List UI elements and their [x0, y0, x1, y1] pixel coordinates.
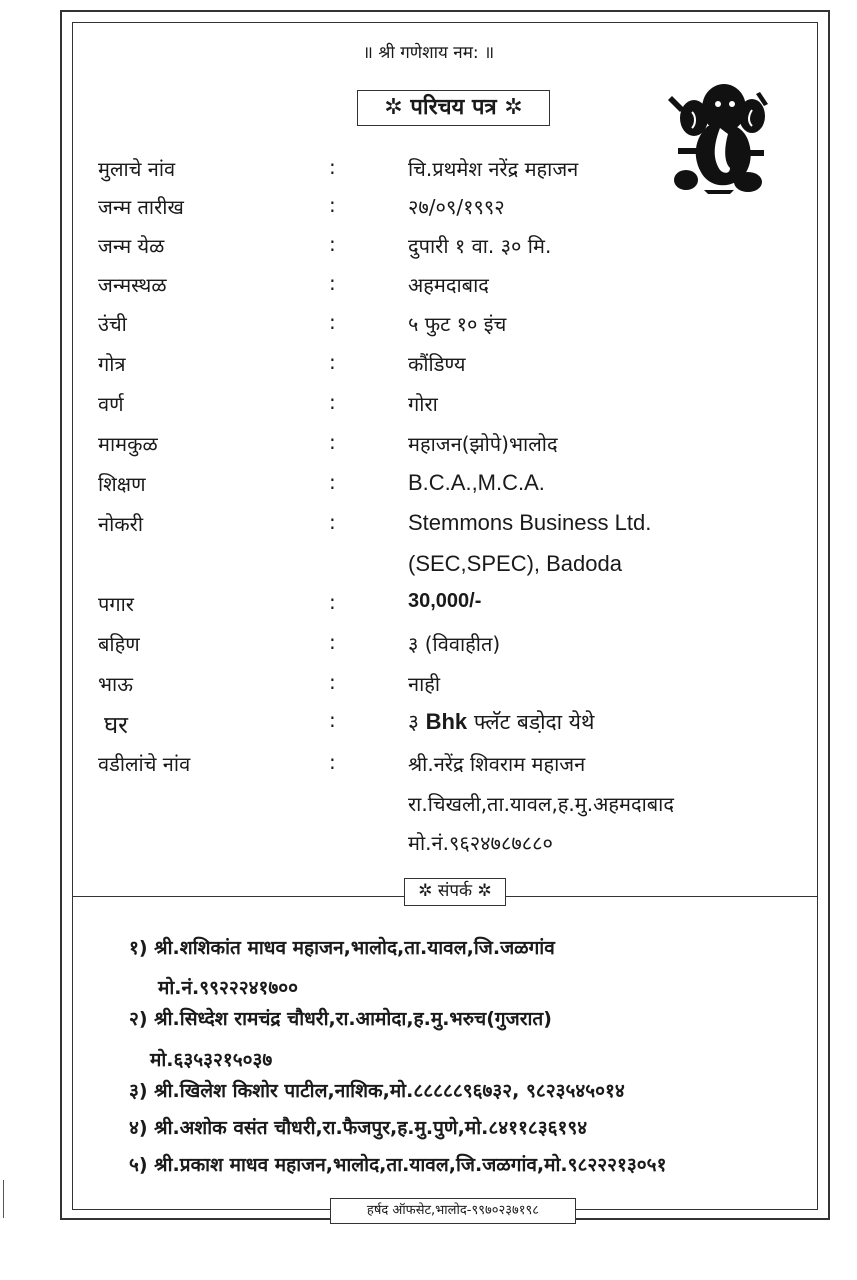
row-label: बहिण: [98, 632, 140, 656]
house-bhk: Bhk: [425, 709, 468, 734]
father-address-line: रा.चिखली,ता.यावल,ह.मु.अहमदाबाद: [408, 792, 674, 816]
detail-row-birth-date: [0, 193, 857, 233]
row-colon: :: [329, 430, 336, 454]
row-colon: :: [329, 590, 336, 614]
detail-row-complexion: [0, 390, 857, 430]
row-label: पगार: [98, 592, 134, 616]
detail-row-salary: [0, 590, 857, 630]
row-label: शिक्षण: [98, 472, 146, 496]
row-colon: :: [329, 670, 336, 694]
contact-3-line1: ३) श्री.खिलेश किशोर पाटील,नाशिक,मो.८८८८८९६७३२, ९८२३५४५०१४: [129, 1080, 625, 1102]
row-value: B.C.A.,M.C.A.: [408, 470, 545, 495]
row-colon: :: [329, 750, 336, 774]
contact-1-line1: १) श्री.शशिकांत माधव महाजन,भालोद,ता.यावल,जि.जळगांव: [129, 937, 555, 959]
detail-row-job: [0, 510, 857, 550]
edge-mark: [3, 1180, 4, 1218]
contact-2-line2: मो.६३५३२१५०३७: [150, 1049, 273, 1071]
document-title: ✲ परिचय पत्र ✲: [357, 90, 550, 126]
job-value-line2: (SEC,SPEC), Badoda: [408, 551, 622, 576]
row-colon: :: [329, 390, 336, 414]
row-label: वर्ण: [98, 392, 124, 416]
detail-row-name: [0, 155, 857, 195]
detail-row-father-name: [0, 750, 857, 790]
detail-row-birth-time: [0, 232, 857, 272]
row-label: मामकुळ: [98, 432, 158, 456]
row-colon: :: [329, 510, 336, 534]
detail-row-sister: [0, 630, 857, 670]
row-colon: :: [329, 232, 336, 256]
row-value: चि.प्रथमेश नरेंद्र महाजन: [408, 157, 579, 181]
detail-row-maternal-family: [0, 430, 857, 470]
row-colon: :: [329, 350, 336, 374]
row-value: श्री.नरेंद्र शिवराम महाजन: [408, 752, 586, 776]
detail-row-gotra: [0, 350, 857, 390]
detail-row-brother: [0, 670, 857, 710]
contact-5-line1: ५) श्री.प्रकाश माधव महाजन,भालोद,ता.यावल,जि.जळगांव,मो.९८२२२१३०५१: [129, 1154, 667, 1176]
row-value: Stemmons Business Ltd.: [408, 510, 652, 535]
row-label: गोत्र: [98, 352, 126, 376]
row-value: महाजन(झोपे)भालोद: [408, 432, 558, 456]
row-colon: :: [329, 630, 336, 654]
row-colon: :: [329, 271, 336, 295]
invocation-line: ॥ श्री गणेशाय नम: ॥: [362, 43, 495, 63]
row-label: नोकरी: [98, 512, 143, 536]
detail-row-birth-place: [0, 271, 857, 311]
detail-row-height: [0, 310, 857, 350]
row-label: जन्म तारीख: [98, 195, 184, 219]
row-label: भाऊ: [98, 672, 133, 696]
row-value: अहमदाबाद: [408, 273, 489, 297]
row-label: उंची: [98, 312, 127, 336]
row-colon: :: [329, 708, 336, 732]
row-value: 30,000/-: [408, 590, 482, 612]
row-value: गोरा: [408, 392, 438, 416]
row-colon: :: [329, 470, 336, 494]
row-value: नाही: [408, 672, 441, 696]
row-label: वडीलांचे नांव: [98, 752, 191, 776]
row-value: २७/०९/१९९२: [408, 195, 505, 219]
row-value: दुपारी १ वा. ३० मि.: [408, 234, 552, 258]
contact-heading: ✲ संपर्क ✲: [404, 878, 506, 906]
row-value: ३ (विवाहीत): [408, 632, 501, 656]
printer-footer: हर्षद ऑफसेट,भालोद-९९७०२३७१९८: [330, 1198, 576, 1224]
row-colon: :: [329, 310, 336, 334]
row-colon: :: [329, 155, 336, 179]
contact-1-line2: मो.नं.९९२२२४१७००: [158, 977, 299, 999]
house-count: ३: [408, 710, 419, 734]
father-phone-line: मो.नं.९६२४७८७८८०: [408, 831, 553, 855]
row-label: मुलाचे नांव: [98, 157, 176, 181]
row-value: [408, 708, 594, 736]
row-value: ५ फुट १० इंच: [408, 312, 507, 336]
row-label: जन्मस्थळ: [98, 273, 167, 297]
row-value: कौंडिण्य: [408, 352, 466, 376]
house-location: फ्लॅट बडो़दा येथे: [473, 710, 595, 734]
detail-row-education: [0, 470, 857, 510]
row-colon: :: [329, 193, 336, 217]
contact-4-line1: ४) श्री.अशोक वसंत चौधरी,रा.फैजपुर,ह.मु.पुणे,मो.८४११८३६१९४: [129, 1117, 588, 1139]
contact-2-line1: २) श्री.सिध्देश रामचंद्र चौधरी,रा.आमोदा,ह.मु.भरुच(गुजरात): [129, 1008, 552, 1030]
row-label: घर: [104, 711, 128, 739]
detail-row-house: [0, 708, 857, 748]
row-label: जन्म येळ: [98, 234, 165, 258]
